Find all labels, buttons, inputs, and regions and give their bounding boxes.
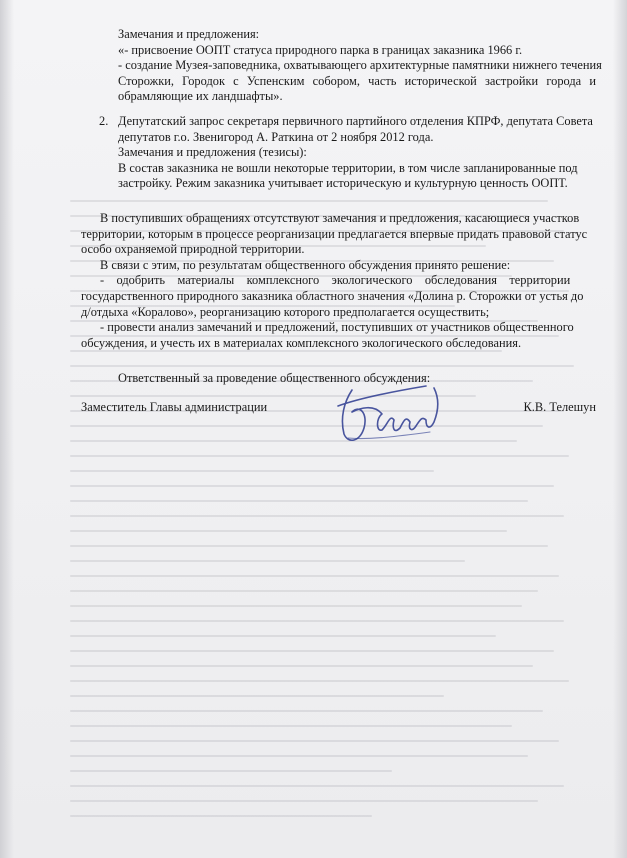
decision-item: - провести анализ замечаний и предложений, поступивших от участников общественного [100,320,574,335]
text-line: - создание Музея-заповедника, охватывающего архитектурные памятники нижнего течения [118,58,602,73]
text-line: особо охраняемой природной территории. [81,242,305,257]
decision-item: - одобрить материалы комплексного экологического обследования территории [100,273,571,288]
text-line: территории, которым в процессе реорганизации предлагается впервые придать правовой статус [81,226,588,241]
text-line: обрамляющие их ландшафты». [118,89,283,104]
decision-heading: В связи с этим, по результатам общественного обсуждения принято решение: [100,257,511,272]
signatory-position: Заместитель Главы администрации [81,400,268,414]
text-line: обсуждения, и учесть их в материалах комплексного экологического обследования. [81,335,522,350]
remarks-heading: Замечания и предложения: [118,27,260,41]
text-line: В поступивших обращениях отсутствуют замечания и предложения, касающиеся участков [100,211,580,225]
text-line: государственного природного заказника областного значения «Долина р. Сторожки от устья до [81,288,584,303]
text-line: В состав заказника не вошли некоторые территории, в том числе запланированные под [118,160,578,175]
signatory-name: К.В. Телешун [523,400,596,414]
remarks-heading: Замечания и предложения (тезисы): [118,145,307,160]
remarks-block-1 [118,27,602,105]
text-line: «- присвоение ООПТ статуса природного парка в границах заказника 1966 г. [118,42,523,57]
item-number: 2. [99,114,109,128]
text-line: Депутатский запрос секретаря первичного партийного отделения КПРФ, депутата Совета [118,114,593,128]
conclusion-block [81,211,596,351]
numbered-item-2 [99,114,596,192]
handwritten-signature-icon [330,378,448,450]
text-line: Сторожки, Городок с Успенским собором, часть исторической застройки города и [118,73,596,88]
text-line: депутатов г.о. Звенигород А. Раткина от 2 ноября 2012 года. [118,129,434,144]
text-line: застройку. Режим заказника учитывает историческую и культурную ценность ООПТ. [118,176,568,191]
responsible-label: Ответственный за проведение общественного обсуждения: [118,371,431,385]
text-line: д/отдыха «Коралово», реорганизацию которого предполагается осуществить; [81,304,490,319]
